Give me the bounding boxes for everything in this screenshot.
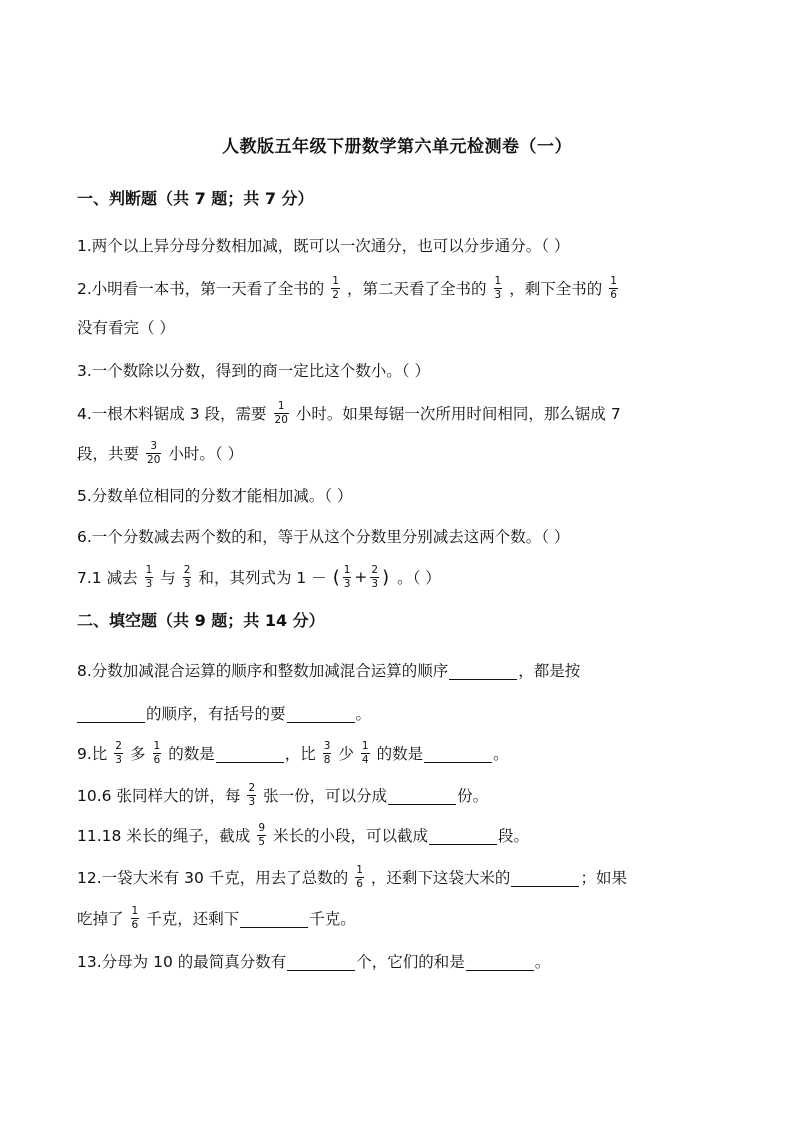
answer-blank[interactable] bbox=[287, 952, 355, 971]
question-11-text: 段。 bbox=[498, 827, 530, 845]
question-10-text: 张一份，可以分成 bbox=[263, 787, 388, 805]
question-8-line-1 bbox=[77, 655, 580, 685]
question-12-text: ；如果 bbox=[580, 869, 627, 887]
question-13 bbox=[77, 946, 550, 976]
question-9-text: ，比 bbox=[284, 745, 316, 763]
fraction bbox=[146, 441, 161, 466]
denominator: 6 bbox=[610, 288, 617, 301]
fraction bbox=[247, 783, 256, 808]
section-heading-fill-in: 二、填空题（共 9 题；共 14 分） bbox=[77, 611, 325, 630]
numerator: 2 bbox=[115, 739, 122, 752]
answer-blank[interactable] bbox=[77, 704, 145, 723]
numerator: 1 bbox=[610, 274, 617, 287]
numerator: 1 bbox=[494, 274, 502, 287]
question-9-text: 9.比 bbox=[77, 745, 108, 763]
answer-blank[interactable] bbox=[466, 952, 534, 971]
fraction bbox=[274, 401, 289, 426]
question-12-text: ，还剩下这袋大米的 bbox=[370, 869, 511, 887]
denominator: 3 bbox=[343, 577, 351, 590]
question-12-text: 千克。 bbox=[309, 910, 356, 928]
question-2-text: ，第二天看了全书的 bbox=[346, 280, 487, 298]
answer-blank[interactable] bbox=[424, 744, 492, 763]
numerator: 1 bbox=[361, 739, 369, 752]
right-paren: ) bbox=[382, 566, 390, 588]
answer-blank[interactable] bbox=[449, 661, 517, 680]
fraction bbox=[153, 741, 162, 766]
denominator: 2 bbox=[332, 288, 339, 301]
denominator: 6 bbox=[131, 918, 139, 931]
question-9-text: 的数是 bbox=[168, 745, 215, 763]
question-2-line-2 bbox=[77, 312, 175, 342]
question-9-text: 的数是 bbox=[376, 745, 424, 763]
numerator: 2 bbox=[371, 563, 379, 576]
fraction bbox=[361, 741, 370, 766]
denominator: 8 bbox=[323, 753, 331, 766]
question-4-text: 小时。如果每锯一次所用时间相同，那么锯成 7 bbox=[295, 405, 621, 423]
denominator: 20 bbox=[147, 453, 161, 466]
denominator: 6 bbox=[356, 877, 363, 890]
question-11-text: 米长的小段，可以截成 bbox=[273, 827, 429, 845]
answer-blank[interactable] bbox=[511, 868, 579, 887]
question-7-text: 7.1 减去 bbox=[77, 569, 138, 587]
question-9-text: 。 bbox=[493, 745, 509, 763]
answer-blank[interactable] bbox=[388, 786, 456, 805]
numerator: 1 bbox=[277, 399, 285, 412]
plus-sign: + bbox=[354, 568, 368, 586]
question-8-text: ，都是按 bbox=[518, 662, 581, 680]
denominator: 3 bbox=[183, 577, 191, 590]
fraction bbox=[331, 276, 340, 301]
numerator: 3 bbox=[150, 439, 158, 452]
question-10-text: 份。 bbox=[457, 787, 489, 805]
denominator: 3 bbox=[371, 577, 379, 590]
answer-blank[interactable] bbox=[287, 704, 355, 723]
denominator: 3 bbox=[145, 577, 153, 590]
fraction bbox=[494, 276, 503, 301]
question-11 bbox=[77, 820, 529, 850]
question-11-text: 11.18 米长的绳子，截成 bbox=[77, 827, 251, 845]
question-1 bbox=[77, 230, 569, 260]
denominator: 20 bbox=[274, 413, 288, 426]
question-8-text: 。 bbox=[355, 705, 372, 723]
numerator: 2 bbox=[248, 781, 256, 794]
question-4-text: 小时。（ ） bbox=[168, 445, 244, 463]
question-9 bbox=[77, 738, 509, 768]
question-7 bbox=[77, 562, 441, 592]
question-6-text: 6.一个分数减去两个数的和，等于从这个分数里分别减去这两个数。（ ） bbox=[77, 528, 570, 546]
question-12-line-2 bbox=[77, 903, 356, 933]
fraction bbox=[257, 823, 266, 848]
fraction bbox=[183, 565, 192, 590]
question-7-text: 和，其列式为 1 － bbox=[198, 569, 327, 587]
question-10-text: 10.6 张同样大的饼，每 bbox=[77, 787, 241, 805]
denominator: 3 bbox=[115, 753, 122, 766]
numerator: 1 bbox=[131, 904, 139, 917]
answer-blank[interactable] bbox=[429, 826, 497, 845]
denominator: 4 bbox=[361, 753, 369, 766]
question-3-text: 3.一个数除以分数，得到的商一定比这个数小。（ ） bbox=[77, 362, 430, 380]
numerator: 3 bbox=[323, 739, 331, 752]
question-4-line-1 bbox=[77, 398, 621, 428]
question-5-text: 5.分数单位相同的分数才能相加减。（ ） bbox=[77, 487, 353, 505]
question-12-text: 12.一袋大米有 30 千克，用去了总数的 bbox=[77, 869, 349, 887]
fraction bbox=[370, 565, 379, 590]
section-heading-true-false: 一、判断题（共 7 题；共 7 分） bbox=[77, 189, 314, 208]
left-paren: ( bbox=[332, 566, 340, 588]
question-3 bbox=[77, 355, 430, 385]
question-6 bbox=[77, 521, 569, 551]
fraction bbox=[114, 741, 123, 766]
question-13-text: 13.分母为 10 的最简真分数有 bbox=[77, 953, 287, 971]
answer-blank[interactable] bbox=[240, 909, 308, 928]
question-13-text: 。 bbox=[534, 953, 551, 971]
question-2-text: 没有看完（ ） bbox=[77, 319, 175, 337]
page-title: 人教版五年级下册数学第六单元检测卷（一） bbox=[222, 137, 572, 157]
numerator: 1 bbox=[332, 274, 339, 287]
question-5 bbox=[77, 480, 352, 510]
question-2-line-1 bbox=[77, 273, 625, 303]
denominator: 3 bbox=[248, 795, 256, 808]
question-8-text: 8.分数加减混合运算的顺序和整数加减混合运算的顺序 bbox=[77, 662, 449, 680]
question-4-text: 段，共要 bbox=[77, 445, 140, 463]
question-4-line-2 bbox=[77, 438, 243, 468]
numerator: 9 bbox=[258, 821, 265, 834]
denominator: 3 bbox=[494, 288, 502, 301]
question-9-text: 少 bbox=[338, 745, 354, 763]
numerator: 1 bbox=[356, 863, 363, 876]
question-12-text: 吃掉了 bbox=[77, 910, 124, 928]
numerator: 1 bbox=[343, 563, 351, 576]
question-9-text: 多 bbox=[129, 745, 146, 763]
question-8-line-2 bbox=[77, 698, 371, 728]
fraction bbox=[323, 741, 332, 766]
question-13-text: 个，它们的和是 bbox=[356, 953, 465, 971]
fraction bbox=[145, 565, 154, 590]
question-4-text: 4.一根木料锯成 3 段，需要 bbox=[77, 405, 267, 423]
fraction bbox=[355, 865, 364, 890]
numerator: 1 bbox=[153, 739, 161, 752]
fraction bbox=[343, 565, 352, 590]
question-7-text: 。（ ） bbox=[397, 569, 441, 587]
numerator: 1 bbox=[145, 563, 153, 576]
denominator: 5 bbox=[258, 835, 265, 848]
fraction bbox=[131, 906, 140, 931]
question-12-line-1 bbox=[77, 862, 627, 892]
question-12-text: 千克，还剩下 bbox=[146, 910, 240, 928]
question-8-text: 的顺序，有括号的要 bbox=[146, 705, 286, 723]
question-1-text: 1.两个以上异分母分数相加减，既可以一次通分，也可以分步通分。（ ） bbox=[77, 237, 570, 255]
denominator: 6 bbox=[153, 753, 161, 766]
question-10 bbox=[77, 780, 488, 810]
fraction bbox=[609, 276, 618, 301]
answer-blank[interactable] bbox=[216, 744, 284, 763]
question-2-text: ，剩下全书的 bbox=[509, 280, 603, 298]
numerator: 2 bbox=[183, 563, 191, 576]
question-7-text: 与 bbox=[160, 569, 176, 587]
question-2-text: 2.小明看一本书，第一天看了全书的 bbox=[77, 280, 325, 298]
